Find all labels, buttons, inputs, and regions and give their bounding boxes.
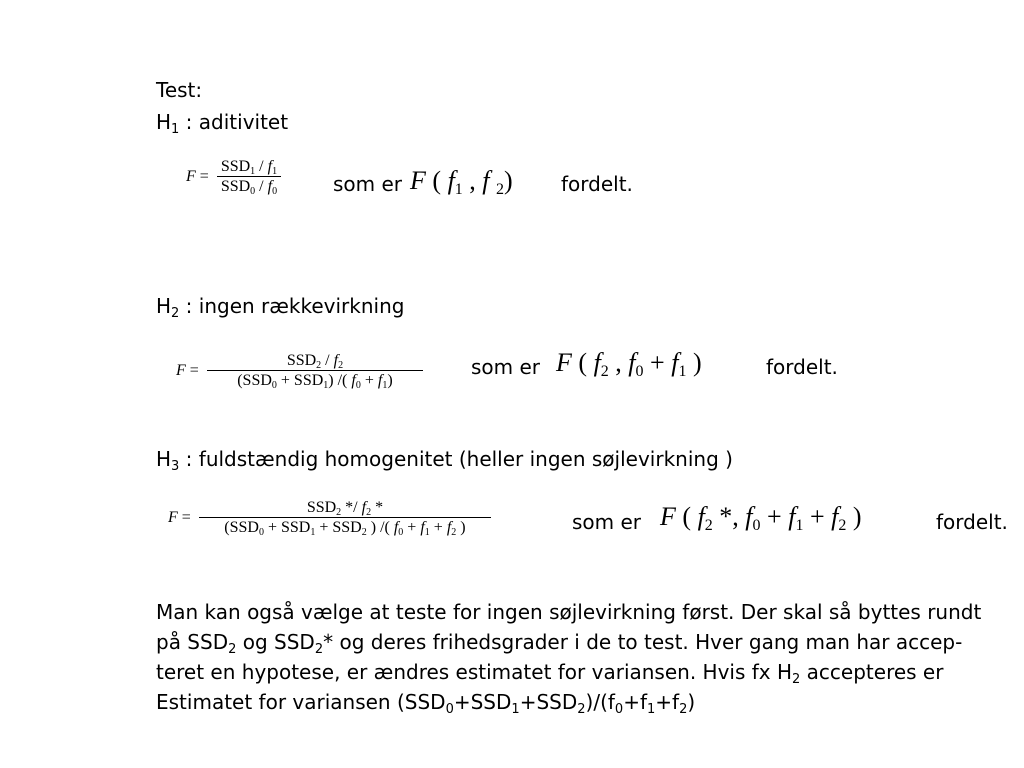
h1-distribution: F ( $f_1$ , f $_2$) <box>410 166 513 198</box>
test-label: Test: <box>156 78 203 102</box>
h2-heading: $H_2$ : ingen rækkevirkning <box>156 294 405 321</box>
paragraph-line-1: Man kan også vælge at teste for ingen søjlevirkning først. Der skal så byttes rundt <box>156 600 982 624</box>
h1-fordelt: fordelt. <box>561 172 633 196</box>
paragraph-line-2: på $SSD_2$ og $SSD_2*$ og deres frihedsgrader i de to test. Hver gang man har accep- <box>156 630 963 657</box>
h2-som-er: som er <box>471 355 541 379</box>
h3-formula: F = $\frac{SSD_2 */ f_2 *}{(SSD_0 + SSD_1 + SSD_2 ) /( f_0 + f_1 + f_2 )}$ <box>168 498 491 537</box>
paragraph-line-4: Estimatet for variansen $(SSD_0+SSD_1+SSD_2)/(f_0+f_1+f_2)$ <box>156 690 696 717</box>
h3-fordelt: fordelt. <box>936 510 1008 534</box>
h2-formula: F = $\frac{SSD_2 / f_2}{(SSD_0 + SSD_1) /( f_0 + f_1)}$ <box>176 351 423 390</box>
h1-formula: F = $\frac{SSD_1 / f_1}{SSD_0 / f_0}$ <box>186 157 281 196</box>
h2-fordelt: fordelt. <box>766 355 838 379</box>
h1-heading: $H_1$ : aditivitet <box>156 110 289 137</box>
explanation-paragraph <box>156 597 1016 717</box>
paragraph-line-3: teret en hypotese, er ændres estimatet for variansen. Hvis fx $H_2$ accepteres er <box>156 660 944 687</box>
h1-som-er: som er <box>333 172 403 196</box>
h3-heading: $H_3$ : fuldstændig homogenitet (heller ingen søjlevirkning ) <box>156 447 733 474</box>
h3-distribution: F ( $f_2$ *, $f_0 + f_1 + f_2$ ) <box>660 502 862 534</box>
h3-som-er: som er <box>572 510 642 534</box>
h2-distribution: F ( $f_2$ , $f_0 + f_1$ ) <box>556 348 702 380</box>
